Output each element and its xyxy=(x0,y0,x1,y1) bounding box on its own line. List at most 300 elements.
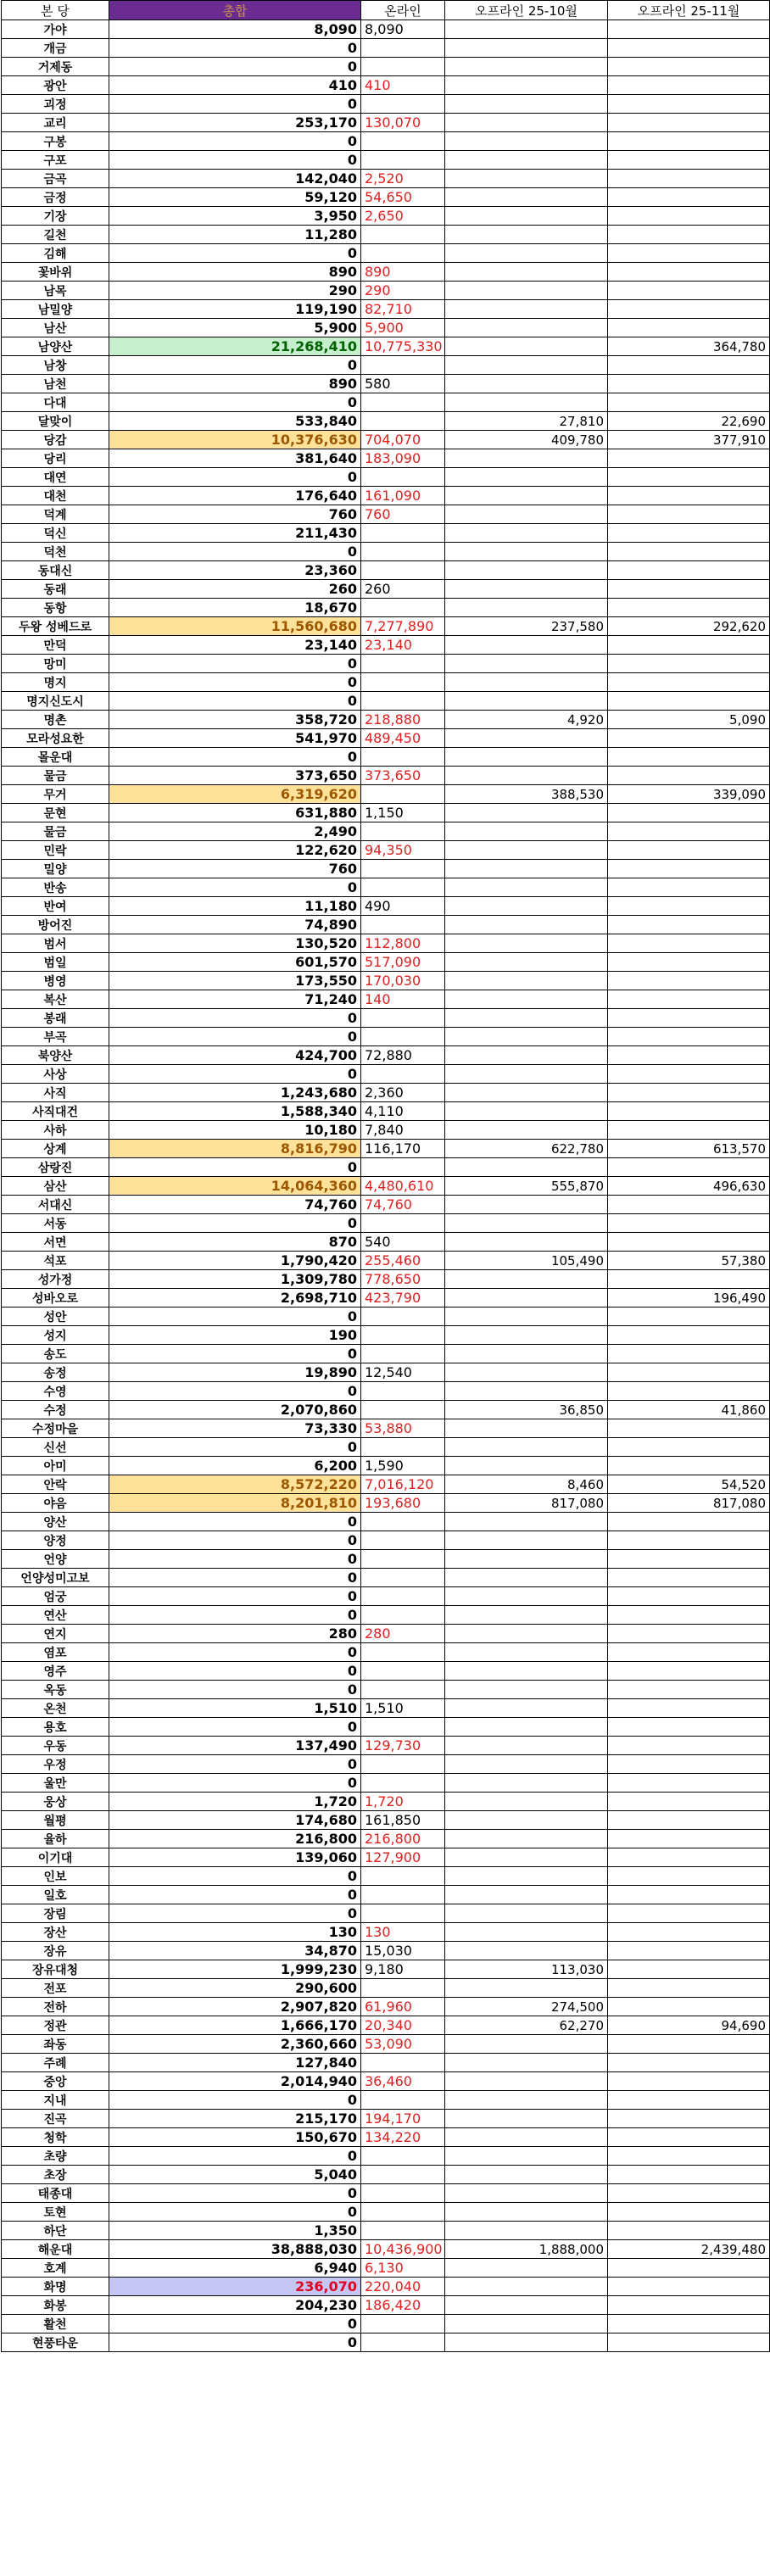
offline-oct-cell xyxy=(445,1102,608,1121)
offline-oct-cell xyxy=(445,1196,608,1214)
offline-nov-cell: 54,520 xyxy=(608,1475,770,1494)
offline-nov-cell xyxy=(608,1811,770,1830)
offline-oct-cell: 105,490 xyxy=(445,1252,608,1270)
parish-name-cell: 안락 xyxy=(2,1475,109,1494)
online-cell: 20,340 xyxy=(361,2016,445,2035)
parish-name-cell: 율하 xyxy=(2,1830,109,1848)
parish-name-cell: 금곡 xyxy=(2,170,109,188)
parish-name-cell: 연산 xyxy=(2,1606,109,1625)
offline-oct-cell: 622,780 xyxy=(445,1140,608,1158)
online-cell: 540 xyxy=(361,1233,445,1252)
offline-nov-cell: 2,439,480 xyxy=(608,2240,770,2259)
online-cell xyxy=(361,785,445,804)
parish-name-cell: 전하 xyxy=(2,1998,109,2016)
offline-oct-cell xyxy=(445,1811,608,1830)
offline-oct-cell: 817,080 xyxy=(445,1494,608,1513)
offline-nov-cell: 496,630 xyxy=(608,1177,770,1196)
table-row xyxy=(2,319,770,337)
offline-oct-cell xyxy=(445,524,608,543)
total-cell: 130 xyxy=(109,1923,361,1942)
table-row xyxy=(2,1587,770,1606)
total-cell: 0 xyxy=(109,356,361,375)
offline-nov-cell xyxy=(608,1625,770,1643)
parish-name-cell: 서동 xyxy=(2,1214,109,1233)
offline-nov-cell xyxy=(608,990,770,1009)
offline-oct-cell xyxy=(445,1419,608,1438)
parish-name-cell: 구포 xyxy=(2,151,109,170)
offline-nov-cell xyxy=(608,972,770,990)
offline-nov-cell xyxy=(608,804,770,822)
offline-nov-cell xyxy=(608,2315,770,2333)
offline-nov-cell xyxy=(608,636,770,655)
table-row xyxy=(2,599,770,617)
online-cell: 2,650 xyxy=(361,207,445,226)
table-row xyxy=(2,431,770,449)
offline-nov-cell xyxy=(608,2259,770,2278)
offline-nov-cell xyxy=(608,1158,770,1177)
offline-nov-cell xyxy=(608,319,770,337)
offline-oct-cell: 409,780 xyxy=(445,431,608,449)
offline-nov-cell xyxy=(608,282,770,300)
table-row xyxy=(2,2222,770,2240)
table-row xyxy=(2,1737,770,1755)
offline-oct-cell xyxy=(445,1718,608,1737)
parish-name-cell: 물금 xyxy=(2,767,109,785)
offline-oct-cell xyxy=(445,1326,608,1345)
parish-name-cell: 남창 xyxy=(2,356,109,375)
offline-oct-cell xyxy=(445,114,608,132)
total-cell: 14,064,360 xyxy=(109,1177,361,1196)
table-row xyxy=(2,412,770,431)
offline-nov-cell xyxy=(608,1009,770,1028)
table-row xyxy=(2,1233,770,1252)
total-cell: 8,572,220 xyxy=(109,1475,361,1494)
online-cell xyxy=(361,356,445,375)
online-cell: 170,030 xyxy=(361,972,445,990)
total-cell: 11,280 xyxy=(109,226,361,244)
table-row xyxy=(2,1960,770,1979)
table-row xyxy=(2,282,770,300)
parish-name-cell: 당감 xyxy=(2,431,109,449)
offline-nov-cell xyxy=(608,468,770,487)
offline-oct-cell xyxy=(445,599,608,617)
parish-name-cell: 광안 xyxy=(2,76,109,95)
total-cell: 870 xyxy=(109,1233,361,1252)
online-cell xyxy=(361,1718,445,1737)
total-cell: 0 xyxy=(109,1308,361,1326)
parish-name-cell: 언양성미고보 xyxy=(2,1569,109,1587)
parish-name-cell: 밀양 xyxy=(2,860,109,878)
table-row xyxy=(2,655,770,673)
online-cell: 7,277,890 xyxy=(361,617,445,636)
online-cell: 10,775,330 xyxy=(361,337,445,356)
total-cell: 0 xyxy=(109,1662,361,1681)
offline-oct-cell xyxy=(445,543,608,561)
table-row xyxy=(2,767,770,785)
parish-name-cell: 엄궁 xyxy=(2,1587,109,1606)
header-total: 총합 xyxy=(109,1,361,20)
parish-name-cell: 연지 xyxy=(2,1625,109,1643)
table-row xyxy=(2,2278,770,2296)
online-cell xyxy=(361,524,445,543)
total-cell: 173,550 xyxy=(109,972,361,990)
table-row xyxy=(2,990,770,1009)
offline-oct-cell xyxy=(445,1438,608,1457)
table-row xyxy=(2,1569,770,1587)
parish-name-cell: 진곡 xyxy=(2,2110,109,2128)
total-cell: 381,640 xyxy=(109,449,361,468)
online-cell xyxy=(361,1345,445,1363)
parish-name-cell: 복산 xyxy=(2,990,109,1009)
parish-name-cell: 범서 xyxy=(2,934,109,953)
table-row xyxy=(2,1550,770,1569)
parish-name-cell: 서면 xyxy=(2,1233,109,1252)
offline-oct-cell xyxy=(445,1755,608,1774)
table-row xyxy=(2,2054,770,2072)
offline-oct-cell xyxy=(445,20,608,39)
offline-oct-cell xyxy=(445,841,608,860)
table-row xyxy=(2,1606,770,1625)
offline-oct-cell xyxy=(445,1867,608,1886)
total-cell: 290 xyxy=(109,282,361,300)
table-row xyxy=(2,1793,770,1811)
total-cell: 0 xyxy=(109,2203,361,2222)
total-cell: 0 xyxy=(109,673,361,692)
offline-oct-cell xyxy=(445,244,608,263)
parish-name-cell: 태종대 xyxy=(2,2184,109,2203)
parish-name-cell: 괴정 xyxy=(2,95,109,114)
online-cell: 255,460 xyxy=(361,1252,445,1270)
offline-oct-cell xyxy=(445,804,608,822)
offline-oct-cell xyxy=(445,1457,608,1475)
table-row xyxy=(2,617,770,636)
online-cell: 140 xyxy=(361,990,445,1009)
parish-name-cell: 동래 xyxy=(2,580,109,599)
offline-oct-cell xyxy=(445,1550,608,1569)
total-cell: 0 xyxy=(109,132,361,151)
online-cell: 193,680 xyxy=(361,1494,445,1513)
offline-oct-cell xyxy=(445,1531,608,1550)
offline-oct-cell xyxy=(445,1904,608,1923)
offline-nov-cell xyxy=(608,1998,770,2016)
offline-nov-cell xyxy=(608,599,770,617)
table-row xyxy=(2,2203,770,2222)
online-cell xyxy=(361,1550,445,1569)
total-cell: 236,070 xyxy=(109,2278,361,2296)
table-row xyxy=(2,953,770,972)
offline-oct-cell xyxy=(445,58,608,76)
parish-name-cell: 달맞이 xyxy=(2,412,109,431)
offline-oct-cell xyxy=(445,2166,608,2184)
offline-nov-cell xyxy=(608,2147,770,2166)
offline-nov-cell xyxy=(608,1699,770,1718)
table-row xyxy=(2,2147,770,2166)
online-cell: 5,900 xyxy=(361,319,445,337)
table-row xyxy=(2,300,770,319)
total-cell: 59,120 xyxy=(109,188,361,207)
parish-name-cell: 망미 xyxy=(2,655,109,673)
offline-nov-cell xyxy=(608,1793,770,1811)
total-cell: 0 xyxy=(109,151,361,170)
online-cell: 216,800 xyxy=(361,1830,445,1848)
offline-nov-cell xyxy=(608,114,770,132)
total-cell: 0 xyxy=(109,1214,361,1233)
offline-nov-cell xyxy=(608,1214,770,1233)
parish-name-cell: 장유 xyxy=(2,1942,109,1960)
online-cell: 373,650 xyxy=(361,767,445,785)
table-row xyxy=(2,1121,770,1140)
parish-name-cell: 사직대건 xyxy=(2,1102,109,1121)
table-row xyxy=(2,1718,770,1737)
parish-name-cell: 지내 xyxy=(2,2091,109,2110)
offline-nov-cell xyxy=(608,2166,770,2184)
online-cell: 36,460 xyxy=(361,2072,445,2091)
parish-name-cell: 옥동 xyxy=(2,1681,109,1699)
offline-oct-cell xyxy=(445,2054,608,2072)
parish-name-cell: 중앙 xyxy=(2,2072,109,2091)
online-cell: 74,760 xyxy=(361,1196,445,1214)
parish-name-cell: 화명 xyxy=(2,2278,109,2296)
total-cell: 0 xyxy=(109,2333,361,2352)
parish-name-cell: 방어진 xyxy=(2,916,109,934)
total-cell: 139,060 xyxy=(109,1848,361,1867)
online-cell xyxy=(361,1158,445,1177)
offline-oct-cell xyxy=(445,226,608,244)
offline-oct-cell: 27,810 xyxy=(445,412,608,431)
online-cell: 23,140 xyxy=(361,636,445,655)
total-cell: 2,360,660 xyxy=(109,2035,361,2054)
parish-name-cell: 길천 xyxy=(2,226,109,244)
parish-name-cell: 인보 xyxy=(2,1867,109,1886)
online-cell xyxy=(361,599,445,617)
offline-oct-cell xyxy=(445,207,608,226)
total-cell: 215,170 xyxy=(109,2110,361,2128)
table-row xyxy=(2,337,770,356)
online-cell xyxy=(361,244,445,263)
offline-oct-cell xyxy=(445,2333,608,2352)
table-row xyxy=(2,1886,770,1904)
online-cell xyxy=(361,2184,445,2203)
total-cell: 190 xyxy=(109,1326,361,1345)
online-cell: 116,170 xyxy=(361,1140,445,1158)
table-row xyxy=(2,711,770,729)
parish-name-cell: 부곡 xyxy=(2,1028,109,1046)
parish-name-cell: 해운대 xyxy=(2,2240,109,2259)
table-row xyxy=(2,1662,770,1681)
parish-name-cell: 덕천 xyxy=(2,543,109,561)
parish-name-cell: 주례 xyxy=(2,2054,109,2072)
table-row xyxy=(2,375,770,393)
total-cell: 0 xyxy=(109,1158,361,1177)
offline-nov-cell xyxy=(608,524,770,543)
offline-oct-cell xyxy=(445,1942,608,1960)
online-cell: 2,520 xyxy=(361,170,445,188)
offline-nov-cell xyxy=(608,449,770,468)
online-cell xyxy=(361,95,445,114)
table-row xyxy=(2,1214,770,1233)
offline-nov-cell xyxy=(608,1904,770,1923)
table-row xyxy=(2,1177,770,1196)
offline-nov-cell xyxy=(608,1718,770,1737)
offline-nov-cell xyxy=(608,543,770,561)
total-cell: 10,180 xyxy=(109,1121,361,1140)
offline-nov-cell xyxy=(608,356,770,375)
total-cell: 1,243,680 xyxy=(109,1084,361,1102)
offline-nov-cell xyxy=(608,1662,770,1681)
offline-oct-cell xyxy=(445,1233,608,1252)
offline-oct-cell xyxy=(445,2091,608,2110)
total-cell: 0 xyxy=(109,878,361,897)
offline-nov-cell xyxy=(608,188,770,207)
online-cell xyxy=(361,1065,445,1084)
parish-name-cell: 병영 xyxy=(2,972,109,990)
online-cell: 490 xyxy=(361,897,445,916)
table-row xyxy=(2,1699,770,1718)
table-row xyxy=(2,1755,770,1774)
parish-name-cell: 덕신 xyxy=(2,524,109,543)
table-row xyxy=(2,1625,770,1643)
parish-name-cell: 서대신 xyxy=(2,1196,109,1214)
total-cell: 0 xyxy=(109,1569,361,1587)
online-cell: 423,790 xyxy=(361,1289,445,1308)
online-cell xyxy=(361,1326,445,1345)
table-row xyxy=(2,1681,770,1699)
offline-nov-cell xyxy=(608,2110,770,2128)
parish-name-cell: 몰운대 xyxy=(2,748,109,767)
offline-nov-cell: 292,620 xyxy=(608,617,770,636)
offline-oct-cell xyxy=(445,76,608,95)
offline-oct-cell xyxy=(445,1830,608,1848)
table-row xyxy=(2,58,770,76)
parish-name-cell: 남목 xyxy=(2,282,109,300)
offline-nov-cell xyxy=(608,1848,770,1867)
parish-name-cell: 송정 xyxy=(2,1363,109,1382)
offline-nov-cell xyxy=(608,1550,770,1569)
total-cell: 176,640 xyxy=(109,487,361,505)
offline-oct-cell xyxy=(445,748,608,767)
total-cell: 0 xyxy=(109,1718,361,1737)
parish-name-cell: 모라성요한 xyxy=(2,729,109,748)
total-cell: 0 xyxy=(109,1382,361,1401)
total-cell: 890 xyxy=(109,263,361,282)
offline-oct-cell xyxy=(445,1625,608,1643)
online-cell: 53,090 xyxy=(361,2035,445,2054)
online-cell xyxy=(361,1513,445,1531)
total-cell: 2,490 xyxy=(109,822,361,841)
total-cell: 8,201,810 xyxy=(109,1494,361,1513)
offline-oct-cell xyxy=(445,934,608,953)
online-cell: 161,850 xyxy=(361,1811,445,1830)
offline-nov-cell xyxy=(608,1028,770,1046)
table-row xyxy=(2,207,770,226)
offline-nov-cell xyxy=(608,841,770,860)
offline-oct-cell: 555,870 xyxy=(445,1177,608,1196)
table-row xyxy=(2,1401,770,1419)
offline-oct-cell xyxy=(445,1214,608,1233)
offline-oct-cell: 4,920 xyxy=(445,711,608,729)
offline-nov-cell xyxy=(608,1755,770,1774)
offline-nov-cell xyxy=(608,151,770,170)
parish-name-cell: 이기대 xyxy=(2,1848,109,1867)
total-cell: 74,760 xyxy=(109,1196,361,1214)
parish-name-cell: 교리 xyxy=(2,114,109,132)
online-cell: 778,650 xyxy=(361,1270,445,1289)
offline-nov-cell xyxy=(608,1923,770,1942)
table-row xyxy=(2,487,770,505)
header-offline-oct: 오프라인 25-10월 xyxy=(445,1,608,20)
offline-oct-cell xyxy=(445,1923,608,1942)
online-cell xyxy=(361,2203,445,2222)
parish-name-cell: 당리 xyxy=(2,449,109,468)
total-cell: 0 xyxy=(109,1009,361,1028)
total-cell: 410 xyxy=(109,76,361,95)
total-cell: 1,720 xyxy=(109,1793,361,1811)
offline-oct-cell xyxy=(445,132,608,151)
table-row xyxy=(2,393,770,412)
online-cell: 290 xyxy=(361,282,445,300)
offline-oct-cell xyxy=(445,860,608,878)
header-offline-nov: 오프라인 25-11월 xyxy=(608,1,770,20)
total-cell: 23,360 xyxy=(109,561,361,580)
online-cell: 704,070 xyxy=(361,431,445,449)
total-cell: 1,588,340 xyxy=(109,1102,361,1121)
offline-nov-cell xyxy=(608,561,770,580)
online-cell: 7,016,120 xyxy=(361,1475,445,1494)
online-cell: 127,900 xyxy=(361,1848,445,1867)
offline-nov-cell xyxy=(608,2296,770,2315)
online-cell xyxy=(361,822,445,841)
parish-name-cell: 김해 xyxy=(2,244,109,263)
online-cell xyxy=(361,860,445,878)
parish-name-cell: 언양 xyxy=(2,1550,109,1569)
parish-name-cell: 신선 xyxy=(2,1438,109,1457)
parish-name-cell: 양정 xyxy=(2,1531,109,1550)
offline-nov-cell xyxy=(608,1233,770,1252)
offline-oct-cell xyxy=(445,282,608,300)
table-row xyxy=(2,263,770,282)
online-cell xyxy=(361,1308,445,1326)
parish-name-cell: 남천 xyxy=(2,375,109,393)
online-cell xyxy=(361,1755,445,1774)
offline-nov-cell xyxy=(608,2035,770,2054)
online-cell xyxy=(361,1009,445,1028)
parish-name-cell: 성안 xyxy=(2,1308,109,1326)
offline-oct-cell: 237,580 xyxy=(445,617,608,636)
offline-oct-cell xyxy=(445,1121,608,1140)
online-cell xyxy=(361,1643,445,1662)
offline-nov-cell xyxy=(608,170,770,188)
offline-oct-cell xyxy=(445,729,608,748)
offline-nov-cell xyxy=(608,1531,770,1550)
table-row xyxy=(2,934,770,953)
table-row xyxy=(2,1084,770,1102)
online-cell xyxy=(361,393,445,412)
offline-oct-cell xyxy=(445,2128,608,2147)
total-cell: 34,870 xyxy=(109,1942,361,1960)
parish-name-cell: 대천 xyxy=(2,487,109,505)
parish-name-cell: 두왕 성베드로 xyxy=(2,617,109,636)
total-cell: 0 xyxy=(109,1587,361,1606)
parish-name-cell: 문현 xyxy=(2,804,109,822)
table-row xyxy=(2,1942,770,1960)
total-cell: 5,900 xyxy=(109,319,361,337)
parish-name-cell: 장림 xyxy=(2,1904,109,1923)
online-cell xyxy=(361,916,445,934)
table-row xyxy=(2,561,770,580)
offline-oct-cell xyxy=(445,1046,608,1065)
online-cell: 890 xyxy=(361,263,445,282)
table-row xyxy=(2,804,770,822)
